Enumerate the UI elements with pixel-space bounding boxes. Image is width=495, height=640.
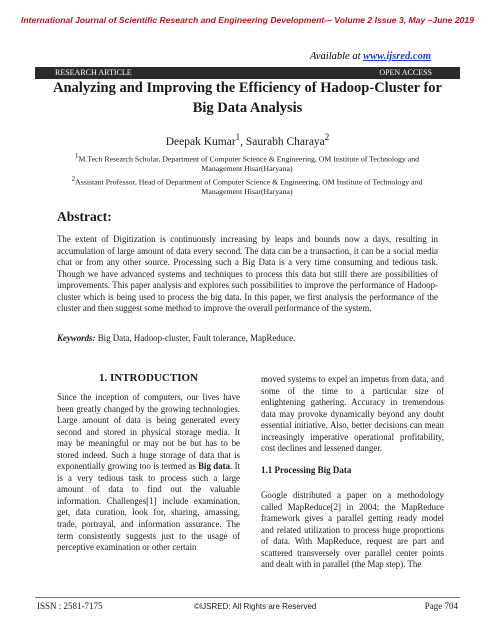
affiliation-2-text: Assistant Professor, Head of Department of Computer Science & Engineering, OM Institute of Technology and Management Hisar(Haryana) xyxy=(75,177,423,197)
author-separator: , xyxy=(240,135,246,148)
affiliation-1-marker: 1 xyxy=(74,152,79,160)
intro-paragraph-continued: moved systems to expel an impetus from data, and some of the time to a particular size of enlightening gathering. Accuracy in tremendous data may provoke dynamically beyond any doubt essential initiative. Also, better decisions can mean increasingly imperative operational profitability, cost declines and lessened danger. xyxy=(261,374,444,454)
availability-line xyxy=(310,51,431,62)
intro-p1-part-a: Since the inception of computers, our lives have been greatly changed by the growing technologies. Large amount of data is being generated every second and stored in physical storage media. It may be meaningful or may not be but has to be stored indeed. Such a huge storage of data that is exponentially growing too is termed as xyxy=(57,392,240,472)
keywords-text: Big Data, Hadoop-cluster, Fault tolerance, MapReduce. xyxy=(95,333,296,343)
footer-divider xyxy=(35,597,460,598)
keywords-line xyxy=(57,333,438,343)
intro-p1-part-b: . It is a very tedious task to process such a large amount of data to find out the valuable information. Challenges[1] include examination, get, data curation, look for, sharing, amassing, trade, portrayal, and information assurance. The term consistently suggests just to the usage of perceptive examination or other certain xyxy=(57,461,241,553)
abstract-body: The extent of Digitization is continuously increasing by leaps and bounds now a days, resulting in accumulation of large amount of data every second. The data can be a transaction, it can be a social media chat or from any other source. Processing such a Big Data is a very time consuming and tedious task. Though we have advanced systems and techniques to process this data but still there are possibilities of improvements. This paper analysis and explores such possibilities to improve the performance of Hadoop-cluster which is being used to process the big data. In this paper, we first analysis the performance of the cluster and then suggest some method to improve the overall performance of the system. xyxy=(57,234,438,314)
abstract-heading: Abstract: xyxy=(57,209,112,224)
affiliation-1-text: M.Tech Research Scholar, Department of Computer Science & Engineering, OM Institute of Technology and Management Hisar(Haryana) xyxy=(78,154,420,174)
intro-p1-bold-term: Big data xyxy=(198,461,231,472)
paper-title xyxy=(40,78,455,118)
title-line-2: Big Data Analysis xyxy=(192,100,303,116)
affiliation-1 xyxy=(57,152,437,174)
footer-issn: ISSN : 2581-7175 xyxy=(37,601,103,611)
author-2-marker: 2 xyxy=(324,132,330,142)
section-heading-introduction: 1. INTRODUCTION xyxy=(98,372,198,384)
journal-header: International Journal of Scientific Research and Engineering Development-– Volume 2 Issue 3, May –June 2019 xyxy=(21,15,474,25)
affiliation-2-marker: 2 xyxy=(71,175,76,183)
website-link[interactable]: www.ijsred.com xyxy=(363,51,431,62)
author-1: Deepak Kumar xyxy=(165,135,236,148)
available-prefix: Available at xyxy=(310,51,364,62)
column-right xyxy=(261,374,444,455)
affiliation-2 xyxy=(57,175,437,197)
keywords-label: Keywords: xyxy=(57,333,96,343)
column-right-lower xyxy=(261,490,444,571)
footer-copyright: ©IJSRED: All Rights are Reserved xyxy=(194,602,317,611)
author-1-marker: 1 xyxy=(235,132,241,142)
processing-paragraph: Google distributed a paper on a methodology called MapReduce[2] in 2004; the MapReduce framework gives a parallel getting ready model and related utilization to process huge proportions of data. With MapReduce, request are part and scattered transversely over parallel center points and dealt with in parallel (the Map step). The xyxy=(261,490,444,570)
author-list xyxy=(0,132,495,148)
intro-paragraph-1 xyxy=(57,392,240,554)
research-article-tag: RESEARCH ARTICLE xyxy=(55,68,132,77)
subsection-heading-processing-big-data: 1.1 Processing Big Data xyxy=(261,465,352,475)
open-access-tag: OPEN ACCESS xyxy=(379,68,432,77)
author-2: Saurabh Charaya xyxy=(245,135,325,148)
column-left xyxy=(57,392,240,554)
title-line-1: Analyzing and Improving the Efficiency of Hadoop-Cluster for xyxy=(53,80,442,96)
footer-page-number: Page 704 xyxy=(424,601,458,611)
